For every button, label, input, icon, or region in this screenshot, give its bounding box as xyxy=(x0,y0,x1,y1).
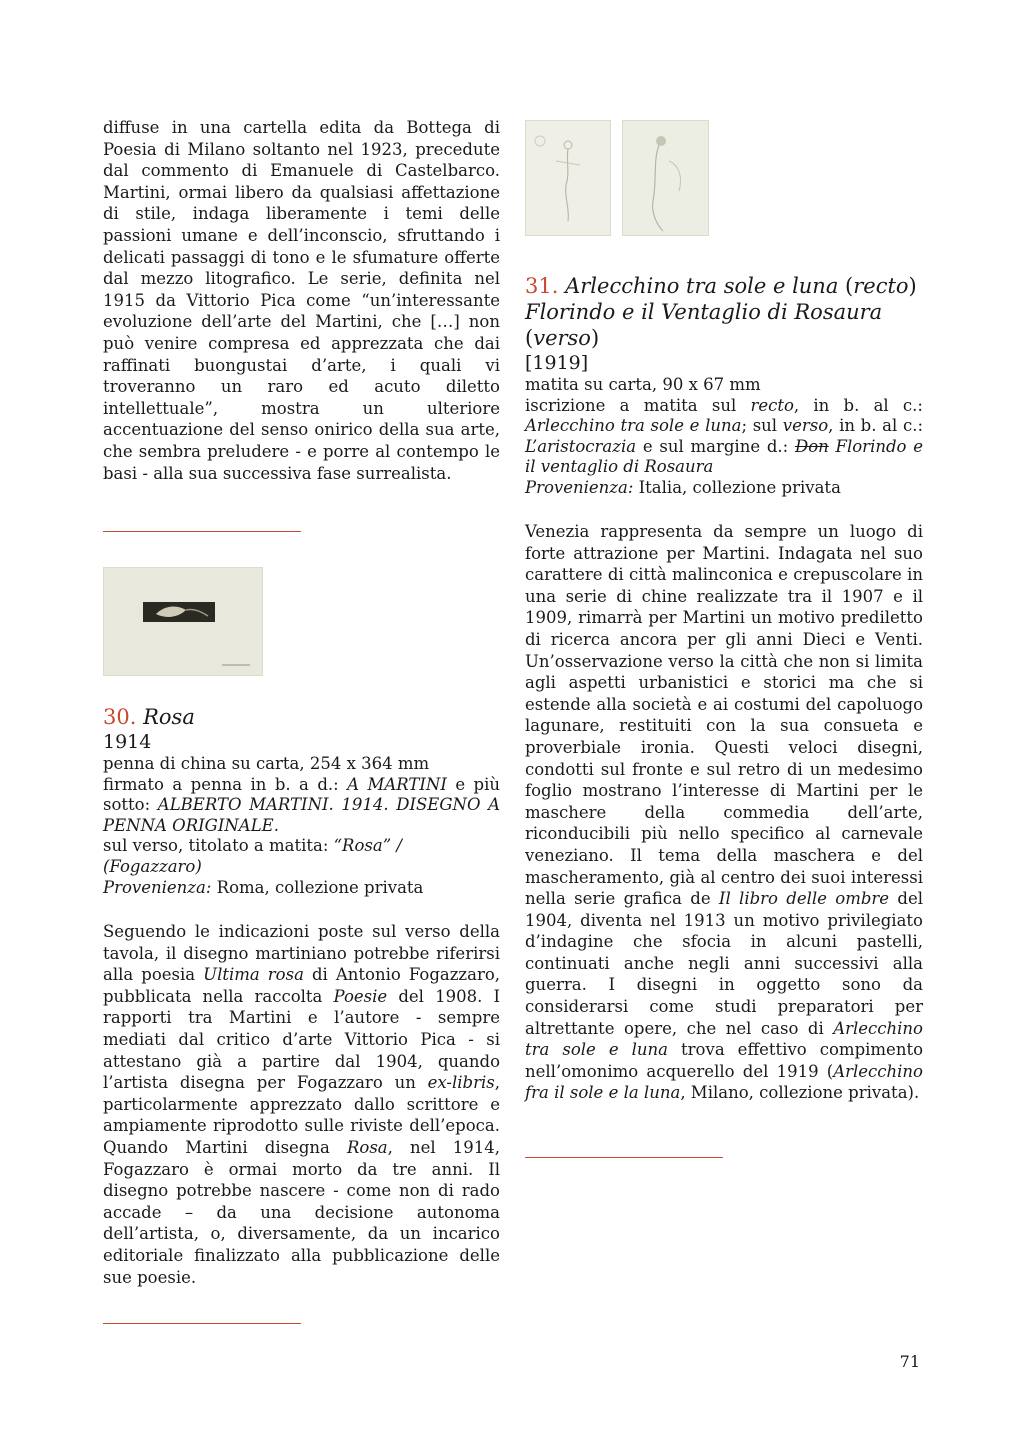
rosa-drawing-icon xyxy=(104,568,262,675)
entry-31-number: 31. xyxy=(525,274,559,298)
entry-30-signature: firmato a penna in b. a d.: A MARTINI e più sotto: ALBERTO MARTINI. 1914. DISEGNO A PENNA ORIGINALE. xyxy=(103,774,501,835)
entry-30-medium: penna di china su carta, 254 x 364 mm xyxy=(103,754,430,773)
entry-31-title-recto: 31. Arlecchino tra sole e luna (recto) xyxy=(525,274,917,298)
entry-30 xyxy=(103,704,500,898)
entry-30-verso: sul verso, titolato a matita: “Rosa” / (Fogazzaro) xyxy=(103,836,402,876)
page-number: 71 xyxy=(899,1352,920,1371)
entry-30-year: 1914 xyxy=(103,731,152,753)
entry-31 xyxy=(525,273,923,499)
separator-rule xyxy=(103,531,301,532)
entry-30-description xyxy=(103,921,500,1288)
artwork-image-rosa xyxy=(103,567,263,676)
artwork-image-recto xyxy=(525,120,611,236)
artwork-image-verso xyxy=(622,120,709,236)
intro-text: diffuse in una cartella edita da Bottega di Poesia di Milano soltanto nel 1923, precedute dal commento di Emanuele di Castelbarco. Martini, ormai libero da qualsiasi affettazione di stile, indaga liberamente i temi delle passioni umane e dell’inconscio, sfruttando i delicati passaggi di tono e le sfumature offerte dal mezzo litografico. Le serie, definita nel 1915 da Vittorio Pica come “un’interessante evoluzione dell’arte del Martini, che […] non può venire compresa ed apprezzata che dai raffinati buongustai d’arte, i quali vi troveranno un raro ed acuto diletto intellettuale”, mostra un ulteriore accentuazione del senso onirico della sua arte, che sembra preludere - e porre al contempo le basi - alla sua successiva fase surrealista. xyxy=(103,118,500,483)
entry-31-medium: matita su carta, 90 x 67 mm xyxy=(525,375,761,394)
separator-rule xyxy=(525,1157,723,1158)
entry-31-year: [1919] xyxy=(525,352,589,374)
arlecchino-sketch-icon xyxy=(526,121,610,235)
entry-31-title-verso: Florindo e il Ventaglio di Rosaura (verso) xyxy=(525,300,883,350)
entry-31-description xyxy=(525,521,923,1104)
intro-paragraph xyxy=(103,117,500,484)
entry-30-provenance: Provenienza: Roma, collezione privata xyxy=(103,877,424,897)
entry-30-name: Rosa xyxy=(143,705,195,729)
entry-30-title xyxy=(103,704,500,730)
florindo-sketch-icon xyxy=(623,121,708,235)
entry-31-inscription: iscrizione a matita sul recto, in b. al c.: Arlecchino tra sole e luna; sul verso, in b. al c.: L’aristocrazia e sul margine d.: Don Florindo e il ventaglio di Rosaura xyxy=(525,395,924,477)
entry-31-text: Venezia rappresenta da sempre un luogo di forte attrazione per Martini. Indagata nel suo carattere di città malinconica e crepuscolare in una serie di chine realizzate tra il 1907 e il 1909, rimarrà per Martini un motivo prediletto di ricerca ancora per gli anni Dieci e Venti. Un’osservazione verso la città che non si limita agli aspetti urbanistici e storici ma che si estende alla società e ai costumi del capoluogo lagunare, restituiti con la sua consueta e proverbiale ironia. Questi veloci disegni, condotti sul fronte e sul retro di un medesimo foglio mostrano l’interesse di Martini per le maschere della commedia dell’arte, riconducibili più nello specifico al carnevale veneziano. Il tema della maschera e del mascheramento, già al centro dei suoi interessi nella serie grafica de Il libro delle ombre del 1904, diventa nel 1913 un motivo privilegiato d’indagine che sfocia in alcuni pastelli, continuati anche negli anni successivi alla guerra. I disegni in oggetto sono da considerarsi come studi preparatori per altrettante opere, che nel caso di Arlecchino tra sole e luna trova effettivo compimento nell’omonimo acquerello del 1919 (Arlecchino fra il sole e la luna, Milano, collezione privata). xyxy=(525,522,924,1103)
entry-30-text: Seguendo le indicazioni poste sul verso della tavola, il disegno martiniano potrebbe riferirsi alla poesia Ultima rosa di Antonio Fogazzaro, pubblicata nella raccolta Poesie del 1908. I rapporti tra Martini e l’autore - sempre mediati dal critico d’arte Vittorio Pica - si attestano già a partire dal 1904, quando l’artista disegna per Fogazzaro un ex-libris, particolarmente apprezzato dallo scrittore e ampiamente riprodotto sulle riviste dell’epoca. Quando Martini disegna Rosa, nel 1914, Fogazzaro è ormai morto da tre anni. Il disegno potrebbe nascere - come non di rado accade – da una decisione autonoma dell’artista, o, diversamente, da un incarico editoriale finalizzato alla pubblicazione delle sue poesie. xyxy=(103,922,501,1287)
entry-30-number: 30. xyxy=(103,705,137,729)
separator-rule xyxy=(103,1323,301,1324)
entry-31-provenance: Provenienza: Italia, collezione privata xyxy=(525,477,841,497)
